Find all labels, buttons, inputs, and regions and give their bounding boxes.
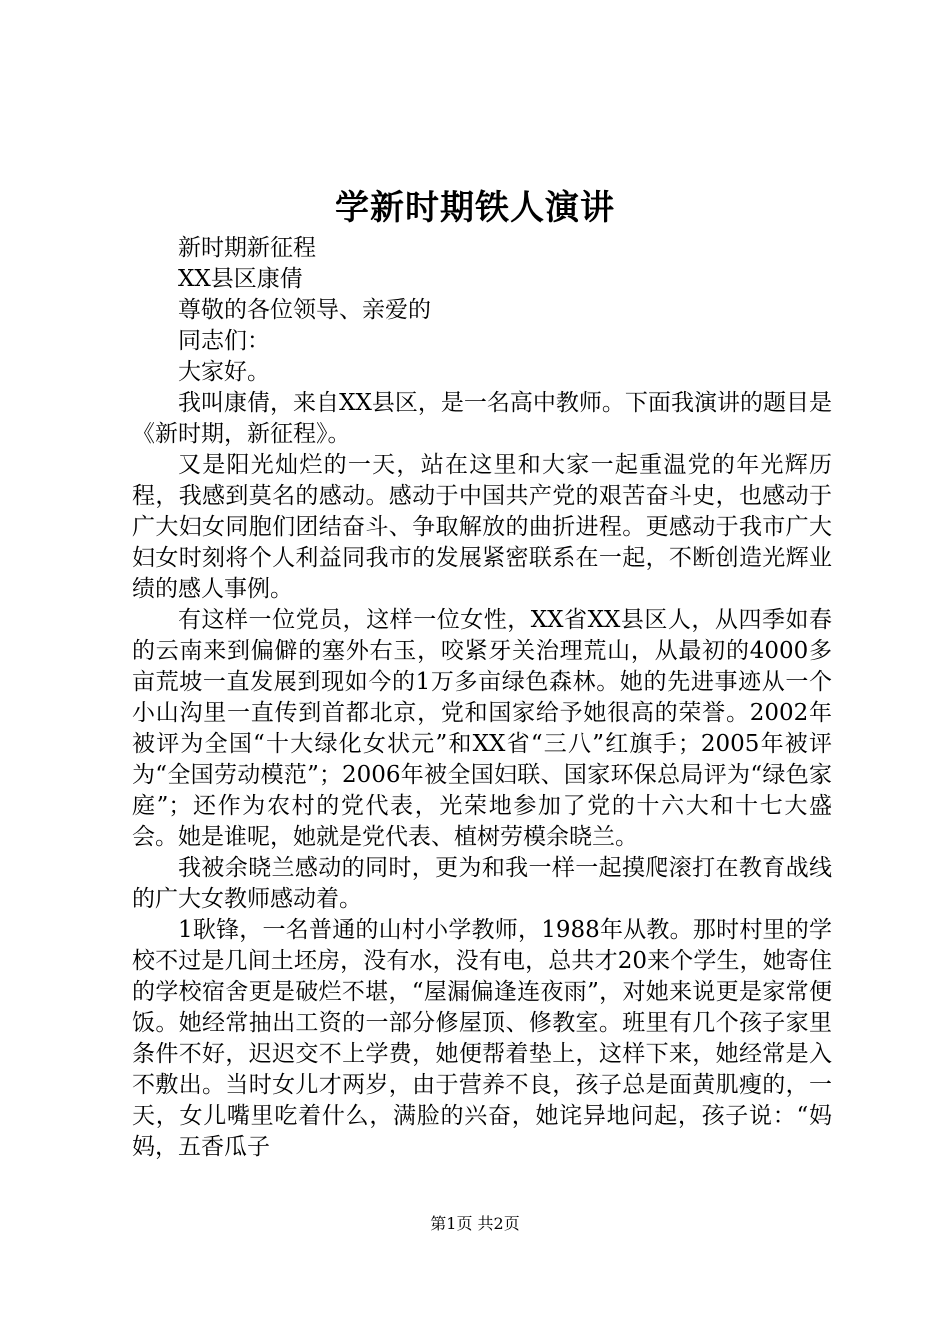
- paragraph: 同志们：: [178, 328, 270, 354]
- paragraph: 又是阳光灿烂的一天，站在这里和大家一起重温党的年光辉历程，我感到莫名的感动。感动于中国共产党的艰苦奋斗史，也感动于广大妇女同胞们团结奋斗、争取解放的曲折进程。更感动于我市广大妇女时刻将个人利益同我市的发展紧密联系在一起，不断创造光辉业绩的感人事例。: [132, 452, 832, 602]
- paragraph: 我叫康倩，来自XX县区，是一名高中教师。下面我演讲的题目是《新时期，新征程》。: [132, 390, 832, 447]
- paragraph: 新时期新征程: [178, 235, 316, 261]
- page-title: 学新时期铁人演讲: [335, 188, 615, 228]
- paragraph: XX县区康倩: [178, 266, 303, 292]
- document-body: [132, 233, 832, 1163]
- paragraph: 1耿锋，一名普通的山村小学教师，1988年从教。那时村里的学校不过是几间土坯房，没有水，没有电，总共才20来个学生，她寄住的学校宿舍更是破烂不堪，“屋漏偏逢连夜雨”，对她来说更是家常便饭。她经常抽出工资的一部分修屋顶、修教室。班里有几个孩子家里条件不好，迟迟交不上学费，她便帮着垫上，这样下来，她经常是入不敷出。当时女儿才两岁，由于营养不良，孩子总是面黄肌瘦的，一天，女儿嘴里吃着什么，满脸的兴奋，她诧异地问起，孩子说：“妈妈，五香瓜子: [132, 917, 832, 1160]
- paragraph: 有这样一位党员，这样一位女性，XX省XX县区人，从四季如春的云南来到偏僻的塞外右玉，咬紧牙关治理荒山，从最初的4000多亩荒坡一直发展到现如今的1万多亩绿色森林。她的先进事迹从一个小山沟里一直传到首都北京，党和国家给予她很高的荣誉。2002年被评为全国“十大绿化女状元”和XX省“三八”红旗手；2005年被评为“全国劳动模范”；2006年被全国妇联、国家环保总局评为“绿色家庭”；还作为农村的党代表，光荣地参加了党的十六大和十七大盛会。她是谁呢，她就是党代表、植树劳模余晓兰。: [132, 607, 832, 850]
- paragraph: 我被余晓兰感动的同时，更为和我一样一起摸爬滚打在教育战线的广大女教师感动着。: [132, 855, 832, 912]
- paragraph: 大家好。: [178, 359, 270, 385]
- paragraph: 尊敬的各位领导、亲爱的: [178, 297, 431, 323]
- page-footer: 第1页 共2页: [430, 1214, 520, 1233]
